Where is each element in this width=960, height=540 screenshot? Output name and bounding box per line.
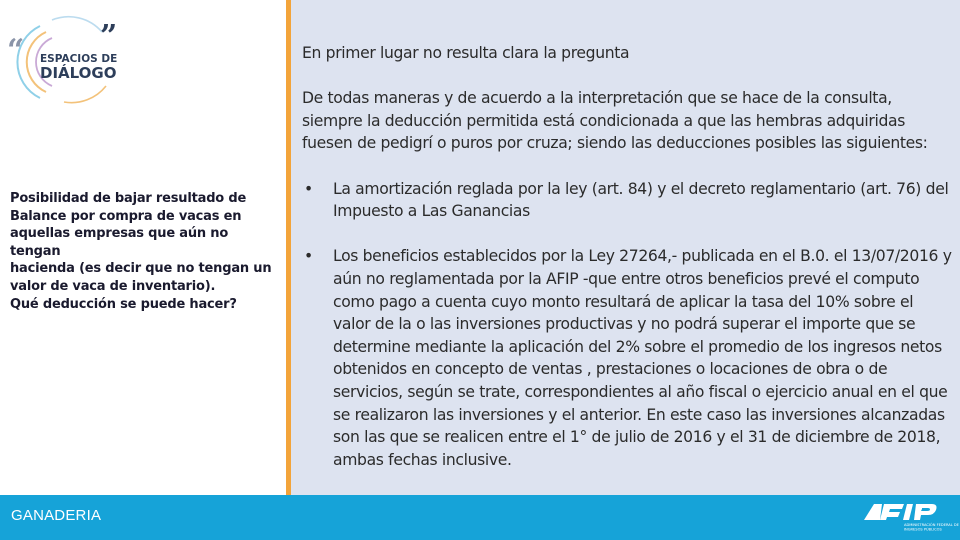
afip-logo <box>860 500 959 534</box>
answer-panel <box>291 0 960 495</box>
logo-quote-open: “ <box>7 33 25 68</box>
answer-intro: En primer lugar no resulta clara la pregunta <box>302 44 630 62</box>
list-item <box>302 245 952 471</box>
question-line: valor de vaca de inventario). <box>10 278 216 294</box>
bullet-icon: • <box>304 179 313 198</box>
question-text <box>10 190 278 313</box>
deductions-list <box>302 178 952 472</box>
afip-subtext-2: INGRESOS PÚBLICOS <box>904 527 942 532</box>
answer-content <box>302 42 952 494</box>
logo-line1: ESPACIOS DE <box>40 53 118 65</box>
answer-paragraph: De todas maneras y de acuerdo a la interpretación que se hace de la consulta, siempre la deducción permitida está condicionada a que las hembras adquiridas fuesen de pedigrí o puros por cruza; siendo las deducciones posibles las siguientes: <box>302 89 928 153</box>
espacios-de-dialogo-logo <box>6 14 124 106</box>
question-line: aquellas empresas que aún no tengan <box>10 226 229 259</box>
footer-bar <box>0 495 960 540</box>
list-item-text: La amortización reglada por la ley (art. 84) y el decreto reglamentario (art. 76) del Impuesto a Las Ganancias <box>333 179 949 221</box>
bullet-icon: • <box>304 247 313 266</box>
left-panel <box>0 0 287 495</box>
question-line: Balance por compra de vacas en <box>10 208 242 224</box>
logo-quote-close: ” <box>100 19 118 54</box>
footer-title: GANADERIA <box>11 507 102 524</box>
list-item-text: Los beneficios establecidos por la Ley 27264,- publicada en el B.0. el 13/07/2016 y aún no reglamentada por la AFIP -que entre otros beneficios prevé el computo como pago a cuenta cuyo monto resultará de aplicar la tasa del 10% sobre el valor de la o las inversiones productivas y no podrá superar el importe que se determine mediante la aplicación del 2% sobre el promedio de los ingresos netos obtenidos en concepto de ventas , prestaciones o locaciones de obra o de servicios, según se trate, correspondientes al año fiscal o ejercicio anual en el que se realizaron las inversiones y el anterior. En este caso las inversiones alcanzadas son las que se realicen entre el 1° de julio de 2016 y el 31 de diciembre de 2018, ambas fechas inclusive. <box>333 247 952 469</box>
afip-subtext-1: ADMINISTRACIÓN FEDERAL DE <box>904 523 959 527</box>
question-line: Qué deducción se puede hacer? <box>10 296 237 312</box>
list-item <box>302 178 952 223</box>
question-line: hacienda (es decir que no tengan un <box>10 261 272 277</box>
logo-line2: DIÁLOGO <box>40 64 117 82</box>
question-line: Posibilidad de bajar resultado de <box>10 191 247 206</box>
